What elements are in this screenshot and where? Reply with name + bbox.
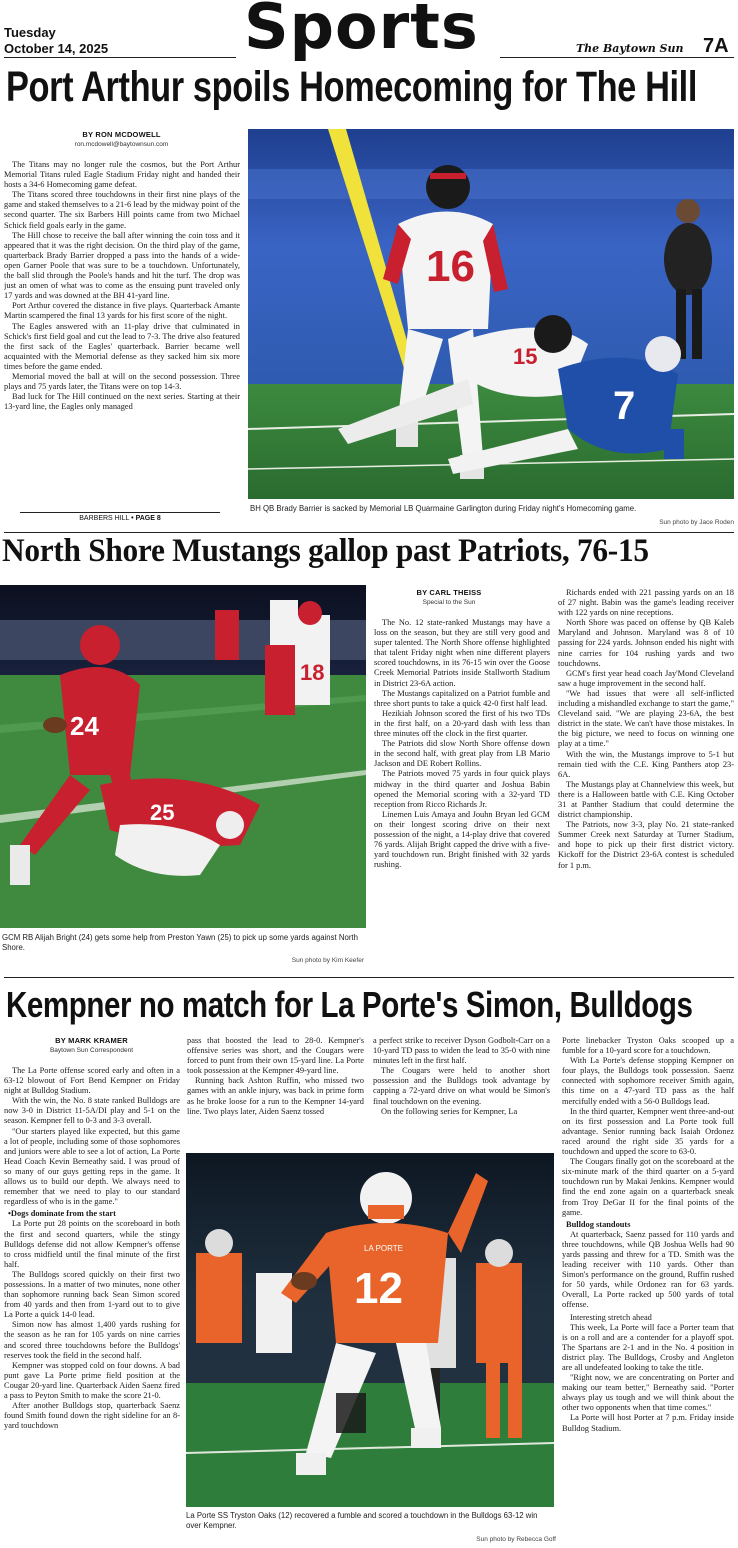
story1-body <box>4 160 240 505</box>
svg-text:25: 25 <box>150 800 175 825</box>
story1-jump-rule <box>20 512 220 513</box>
story3-paragraph: This week, La Porte will face a Porter team that is on a roll and are a contender for a playoff spot. The Spartans are 2-1 and in the No. 4 position in district play. The Bulldogs, Crosby and Angleton are all undefeated looking to take the title. <box>562 1322 734 1372</box>
story2-paragraph: The Patriots moved 75 yards in four quick plays midway in the third quarter and Joshua Babin opened the Memorial scoring with a 32-yard TD reception from Ricco Richards Jr. <box>374 769 550 809</box>
svg-text:16: 16 <box>426 242 475 291</box>
story3-paragraph: With the win, the No. 8 state ranked Bulldogs are now 3-0 in District 11-5A/DI play and 5-1 on the season. Kempner fell to 0-3 and 3-3 overall. <box>4 1096 180 1126</box>
story1-paragraph: The Hill chose to receive the ball after winning the coin toss and it appeared that it was the right decision. On the third play of the game, quarterback Brady Barrier dropped a pass into the hands of a wide-open Garner Poole that was sure to be a touchdown. Unfortunately, the ball slid through the Poole's hands and hit the turf. The drop was just an omen of what was to come as the ensuing punt traveled only 17 yards and was downed at the BH 41-yard line. <box>4 230 240 301</box>
svg-text:24: 24 <box>70 711 99 741</box>
story2-role: Special to the Sun <box>422 599 476 606</box>
story1-paragraph: Bad luck for The Hill continued on the next series. Starting at their 13-yard line, the Eagles only managed <box>4 392 240 412</box>
story3-paragraph: With La Porte's defense stopping Kempner on four plays, the Bulldogs took possession. Saenz connected with sophomore receiver Smith again, this time on a 47-yard TD pass as the half mercifully ended with a 56-0 Bulldogs lead. <box>562 1056 734 1106</box>
story2-paragraph: GCM's first year head coach Jay'Mond Cleveland saw a huge improvement in the second half. <box>558 668 734 688</box>
section-divider-2 <box>4 977 734 978</box>
story3-role: Baytown Sun Correspondent <box>49 1047 134 1054</box>
story3-paragraph: Running back Ashton Ruffin, who missed two games with an ankle injury, was back in prime form as he broke loose for a run to the Kempner 14-yard line. Two plays later, Aiden Saenz tossed <box>187 1076 364 1116</box>
story3-paragraph: The Bulldogs scored quickly on their first two possessions. In a matter of two minutes, none other than sophomore running back Sean Simon scored from 40 yards and then from 1-yard out to to give La Porte a quick 14-0 lead. <box>4 1269 180 1320</box>
story3-paragraph: Porte linebacker Tryston Oaks scooped up a fumble for a 10-yard score for a touchdown. <box>562 1036 734 1056</box>
svg-text:7: 7 <box>613 384 636 428</box>
jersey-text: LA PORTE <box>364 1244 403 1253</box>
story3-paragraph: "Right now, we are concentrating on Porter and making our team better," Berneathy said. "Porter always play us tough and we will think about the other two opponents when that time comes." <box>562 1373 734 1413</box>
story1-headline: Port Arthur spoils Homecoming for The Hill <box>6 63 697 111</box>
story3-byline-block <box>4 1036 179 1054</box>
story2-paragraph: The Mustangs capitalized on a Patriot fumble and three short punts to take a quick 42-0 first half lead. <box>374 688 550 708</box>
story3-body-col2 <box>187 1036 364 1148</box>
story2-photo <box>0 585 366 928</box>
story1-jump-label: BARBERS HILL <box>79 515 130 522</box>
story3-subhead: Bulldog standouts <box>566 1219 631 1229</box>
story2-paragraph: Linemen Luis Amaya and Jouhn Bryan led GCM on their longest scoring drive on their next possession of the night, a 14-play drive that covered 76 yards. Alijah Bright capped the drive with a five-yard touchdown run. Bright finished with 32 yards rushing. <box>374 809 550 870</box>
story2-paragraph: North Shore was paced on offense by QB Kaleb Maryland and Johnson. Maryland was 8 of 10 passing for 224 yards. Johnson ended his night with nine carries for 104 rushing yards and two touchdowns. <box>558 618 734 668</box>
paper-name: The Baytown Sun <box>576 42 684 55</box>
masthead-rule-left <box>4 57 236 58</box>
story2-body-col1 <box>374 618 550 970</box>
story1-paragraph: Port Arthur covered the distance in five plays. Quarterback Amante Martin scampered the final 13 yards for his first score of the night. <box>4 301 240 321</box>
jersey-number: 12 <box>354 1264 403 1313</box>
story3-paragraph: The Cougars were held to another short possession and the Bulldogs took advantage by capping a 72-yard drive on what would be Simon's final touchdown on the evening. <box>373 1066 550 1106</box>
story1-byline: BY RON MCDOWELL <box>82 130 161 139</box>
story3-credit: Sun photo by Rebecca Goff <box>476 1536 556 1543</box>
story3-body-col4 <box>562 1036 734 1546</box>
jump-bullet: • <box>131 515 136 522</box>
story3-paragraph: The La Porte offense scored early and often in a 63-12 blowout of Fort Bend Kempner on Friday night at Bulldog Stadium. <box>4 1066 180 1096</box>
story3-body-col1 <box>4 1066 180 1546</box>
story3-paragraph: The Cougars finally got on the scoreboard at the six-minute mark of the third quarter on a 5-yard touchdown run by Makai Jenkins. Kempner would find the end zone again on a quarterback sneak from Troy DeGar II for the final points of the game. <box>562 1157 734 1217</box>
svg-text:15: 15 <box>513 344 538 369</box>
story2-paragraph: Hezikiah Johnson scored the first of his two TDs in the first half, on a 20-yard dash with less than three minutes off the clock in the first quarter. <box>374 708 550 739</box>
story3-subhead: Interesting stretch ahead <box>570 1312 652 1322</box>
story2-paragraph: With the win, the Mustangs improve to 5-1 but remain tied with the C.E. King Panthers atop 23-6A. <box>558 749 734 779</box>
story3-subhead: •Dogs dominate from the start <box>8 1209 116 1219</box>
story1-paragraph: Memorial moved the ball at will on the second possession. Three plays and 75 yards later, the Titans were on top 14-3. <box>4 371 240 392</box>
story3-paragraph: "Our starters played like expected, but this game a lot of people, including some of those sophomores and juniors were able to see a lot of action, La Porte Head Coach Kevin Berneathy said. I was proud of so many of our guys getting reps in the game. It allows us to build our depth. We always need to remember that we need to play to our standard regardless of who is in the game." <box>4 1126 180 1207</box>
story2-paragraph: The Patriots, now 3-3, play No. 21 state-ranked Summer Creek next Saturday at Turner Stadium, and hope to pick up their first district victory. Kickoff for the District 23-6A contest is scheduled for 1 p.m. <box>558 820 734 870</box>
story2-caption: GCM RB Alijah Bright (24) gets some help from Preston Yawn (25) to pick up some yards against North Shore. <box>2 933 358 952</box>
story2-paragraph: The Mustangs play at Channelview this week, but there is a Halloween battle with C.E. King October 31 at Panther Stadium that could determine the district championship. <box>558 779 734 820</box>
story1-caption: BH QB Brady Barrier is sacked by Memorial LB Quarmaine Garlington during Friday night's Homecoming game. <box>250 504 637 513</box>
story3-paragraph: At quarterback, Saenz passed for 110 yards and three touchdowns, while QB Joshua Wells had 90 yards passing and threw for a TD. Smith was the leading receiver with 110 yards. Other than Simon's performance on the ground, Ruffin rushed for 50 yards, while Ordonez ran for 63 yards. Overall, La Porte racked up 500 yards of total offense. <box>562 1229 734 1310</box>
svg-text:18: 18 <box>300 660 325 685</box>
story3-paragraph: La Porte put 28 points on the scoreboard in both the first and second quarters, while the stingy Bulldogs defense did not allow Kempner's offense to cross midfield until the final minute of the first half. <box>4 1219 180 1269</box>
story1-email: ron.mcdowell@baytownsun.com <box>74 141 169 148</box>
story3-paragraph: Simon now has almost 1,400 yards rushing for the season as he ran for 105 yards on nine carries and scored three touchdowns before the Bulldogs' reserves took the field in the second half. <box>4 1320 180 1360</box>
story1-jump-page: PAGE 8 <box>135 515 161 522</box>
story3-paragraph: La Porte will host Porter at 7 p.m. Friday inside Bulldog Stadium. <box>562 1413 734 1433</box>
story3-paragraph: pass that boosted the lead to 28-0. Kempner's offensive series was short, and the Cougars were forced to punt from their own 15-yard line. La Porte took possession at the Kempner 49-yard line. <box>187 1036 364 1076</box>
story1-paragraph: The Eagles answered with an 11-play drive that culminated in Schick's first field goal and cut the lead to 7-3. The drive also featured the first sack of the Eagles' quarterback. Barrier became well acquainted with the Memorial defense as they sacked him six more times before the game ended. <box>4 321 240 371</box>
story1-byline-block <box>4 130 239 148</box>
story3-headline: Kempner no match for La Porte's Simon, Bulldogs <box>6 984 693 1025</box>
story2-credit: Sun photo by Kim Keefer <box>291 957 364 964</box>
story3-photo <box>186 1153 554 1507</box>
story2-paragraph: The Patriots did slow North Shore offense down in the second half, with great play from LB Mario Jackson and DE Robert Rollins. <box>374 739 550 769</box>
page-number: 7A <box>703 35 729 57</box>
story3-paragraph: Kempner was stopped cold on four downs. A bad punt gave La Porte prime field position at the Cougar 20-yard line. Quarterback Aiden Saenz fired a pass to Peyton Smith to make the score 21-0. <box>4 1360 180 1400</box>
story2-paragraph: Richards ended with 221 passing yards on an 18 of 27 night. Babin was the game's leading receiver with 122 yards on nine receptions. <box>558 588 734 618</box>
story1-photo <box>248 129 734 499</box>
story2-byline: BY CARL THEISS <box>416 588 482 597</box>
masthead-day: Tuesday <box>4 25 56 40</box>
story2-paragraph: "We had issues that were all self-inflicted including a mishandled exchange to start the game," Cleveland said. "We are playing 23-6A, the best district in the state. We can't have those mistakes. In the big picture, we need to focus on winning one play at a time." <box>558 688 734 749</box>
story3-body-col3 <box>373 1036 550 1148</box>
masthead-rule-right <box>500 57 734 58</box>
story1-paragraph: The Titans may no longer rule the cosmos, but the Port Arthur Memorial Titans ruled Eagle Stadium Friday night and handed their hosts a 34-6 Homecoming game defeat. <box>4 160 240 190</box>
story2-headline: North Shore Mustangs gallop past Patriots, 76-15 <box>2 533 649 569</box>
story2-body-col2 <box>558 588 734 970</box>
story3-paragraph: In the third quarter, Kempner went three-and-out on its first possession and La Porte took full advantage. Senior running back Isaiah Ordonez raced around the right side 35 yards for a touchdown and upped the score to 63-0. <box>562 1106 734 1157</box>
story1-credit: Sun photo by Jace Roden <box>659 519 734 526</box>
story3-paragraph: On the following series for Kempner, La <box>381 1106 518 1116</box>
story3-paragraph: After another Bulldogs stop, quarterback Saenz found Smith found down the right sideline for an 8-yard touchdown <box>4 1401 180 1431</box>
story3-caption: La Porte SS Tryston Oaks (12) recovered a fumble and scored a touchdown in the Bulldogs 63-12 win over Kempner. <box>186 1511 538 1530</box>
section-title: Sports <box>244 0 479 63</box>
story3-paragraph: a perfect strike to receiver Dyson Godbolt-Carr on a 10-yard TD pass to widen the lead to 35-0 with nine minutes left in the first half. <box>373 1036 550 1066</box>
story2-paragraph: The No. 12 state-ranked Mustangs may have a loss on the season, but they are still very good and super talented. The North Shore offense highlighted that talent Friday night when nine different players scored touchdowns, in its 76-15 win over the Goose Creek Memorial Patriots inside Stallworth Stadium in District 23-6A action. <box>374 618 550 688</box>
story2-byline-block <box>374 588 524 606</box>
story1-jump[interactable] <box>20 515 220 522</box>
story3-byline: BY MARK KRAMER <box>55 1036 128 1045</box>
masthead-date: October 14, 2025 <box>4 41 109 56</box>
story1-paragraph: The Titans scored three touchdowns in their first nine plays of the game and staked themselves to a 21-6 lead by the midway point of the second quarter. The six Barbers Hill points came from two Michael Schick field goals early in the game. <box>4 190 240 230</box>
